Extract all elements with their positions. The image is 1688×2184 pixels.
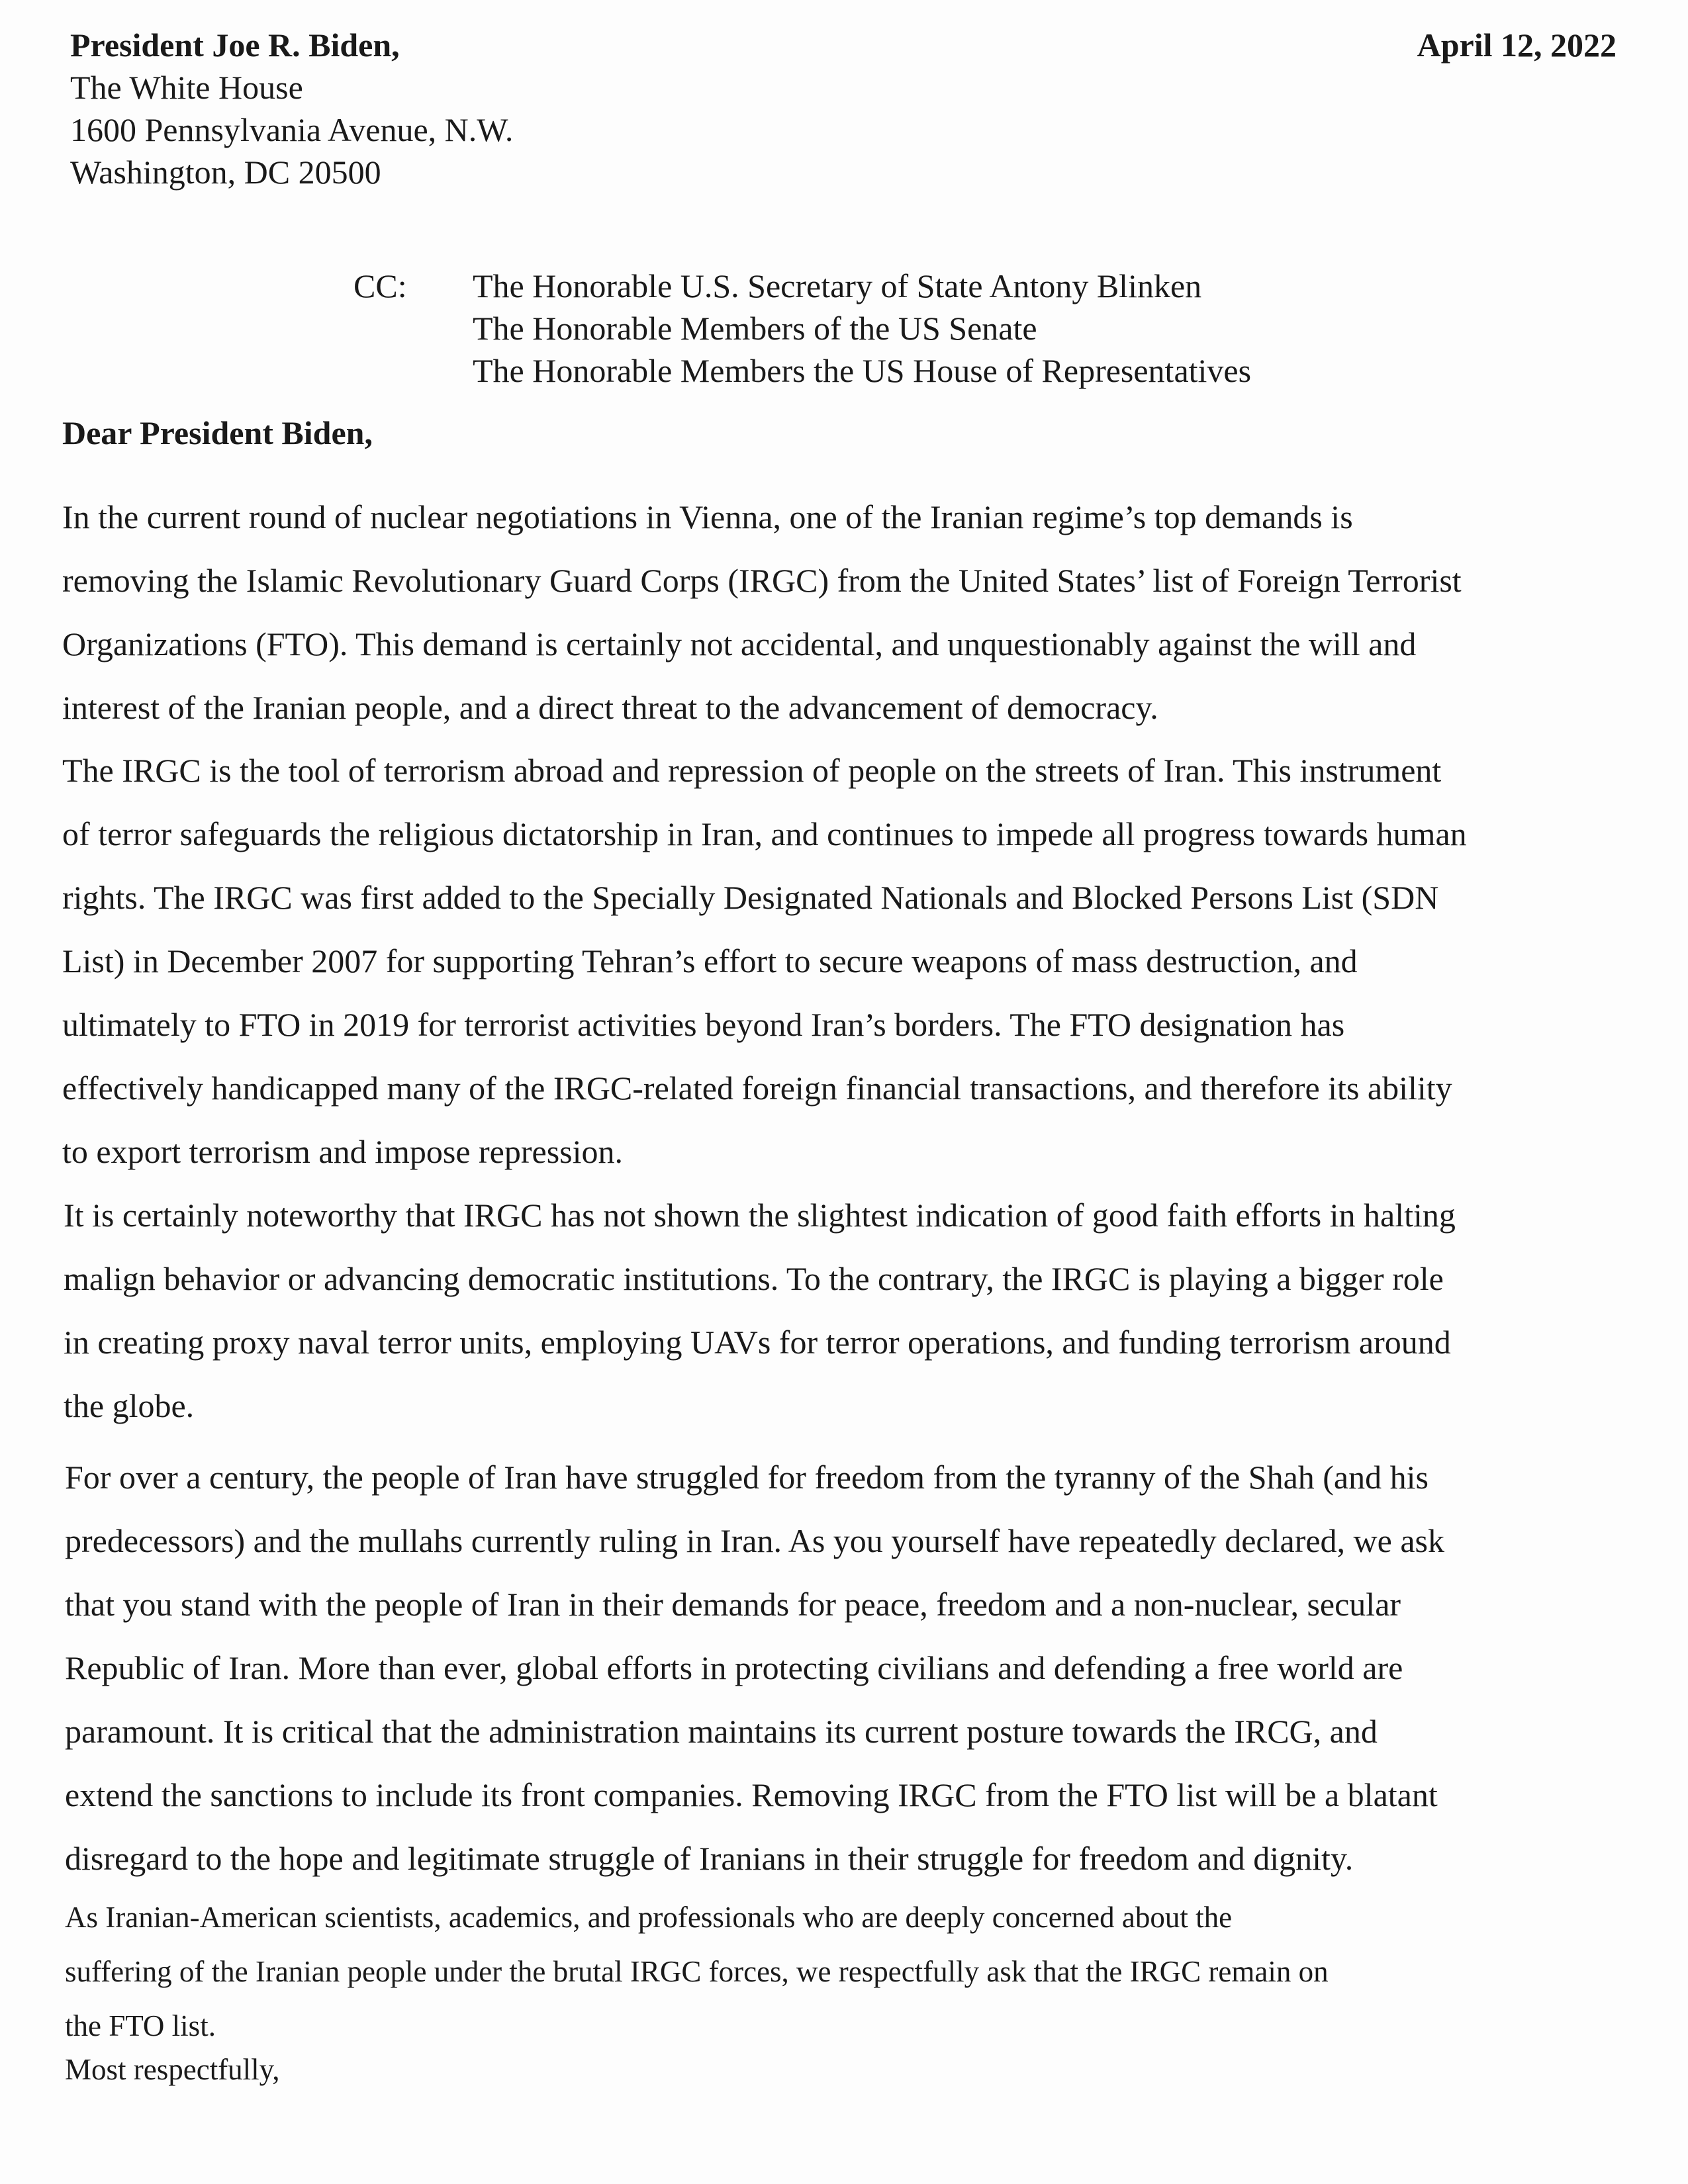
paragraph-line: effectively handicapped many of the IRGC-related foreign financial transactions, and therefore its ability xyxy=(62,1069,1452,1107)
paragraph-line: extend the sanctions to include its front companies. Removing IRGC from the FTO list will be a blatant xyxy=(65,1776,1438,1813)
address-line: Washington, DC 20500 xyxy=(70,154,381,191)
paragraph-line: paramount. It is critical that the administration maintains its current posture towards the IRCG, and xyxy=(65,1713,1378,1750)
paragraph-line: In the current round of nuclear negotiations in Vienna, one of the Iranian regime’s top demands is xyxy=(62,498,1353,535)
body-paragraph-2 xyxy=(62,739,1467,1183)
paragraph-line: The IRGC is the tool of terrorism abroad and repression of people on the streets of Iran. This instrument xyxy=(62,752,1442,789)
cc-recipient: The Honorable Members the US House of Representatives xyxy=(473,352,1252,389)
paragraph-line: Organizations (FTO). This demand is certainly not accidental, and unquestionably against the will and xyxy=(62,625,1417,662)
letter-date: April 12, 2022 xyxy=(1417,26,1617,64)
cc-recipient: The Honorable U.S. Secretary of State Antony Blinken xyxy=(473,267,1202,304)
paragraph-line: Republic of Iran. More than ever, global efforts in protecting civilians and defending a free world are xyxy=(65,1649,1403,1686)
paragraph-line: of terror safeguards the religious dictatorship in Iran, and continues to impede all progress towards human xyxy=(62,815,1467,852)
paragraph-line: disregard to the hope and legitimate struggle of Iranians in their struggle for freedom and dignity. xyxy=(65,1840,1354,1877)
paragraph-line: rights. The IRGC was first added to the Specially Designated Nationals and Blocked Persons List (SDN xyxy=(62,879,1439,916)
body-paragraph-4 xyxy=(65,1445,1444,1890)
paragraph-line: As Iranian-American scientists, academics, and professionals who are deeply concerned about the xyxy=(65,1901,1233,1934)
address-line: The White House xyxy=(70,69,303,106)
paragraph-line: It is certainly noteworthy that IRGC has not shown the slightest indication of good faith efforts in halting xyxy=(64,1197,1456,1234)
cc-recipient-list xyxy=(473,265,1251,392)
recipient-name: President Joe R. Biden, xyxy=(70,26,400,64)
paragraph-line: suffering of the Iranian people under the brutal IRGC forces, we respectfully ask that the IRGC remain on xyxy=(65,1955,1329,1988)
paragraph-line: ultimately to FTO in 2019 for terrorist activities beyond Iran’s borders. The FTO designation has xyxy=(62,1006,1345,1043)
paragraph-line: to export terrorism and impose repression. xyxy=(62,1133,624,1170)
recipient-address-block xyxy=(70,24,513,193)
paragraph-line: the globe. xyxy=(64,1387,195,1424)
cc-recipient: The Honorable Members of the US Senate xyxy=(473,310,1037,347)
paragraph-line: in creating proxy naval terror units, employing UAVs for terror operations, and funding terrorism around xyxy=(64,1324,1451,1361)
salutation: Dear President Biden, xyxy=(62,414,373,451)
paragraph-line: removing the Islamic Revolutionary Guard Corps (IRGC) from the United States’ list of Foreign Terrorist xyxy=(62,562,1462,599)
cc-label: CC: xyxy=(353,267,407,304)
closing: Most respectfully, xyxy=(65,2053,280,2086)
paragraph-line: the FTO list. xyxy=(65,2009,216,2042)
paragraph-line: interest of the Iranian people, and a direct threat to the advancement of democracy. xyxy=(62,689,1158,726)
body-paragraph-5 xyxy=(65,1890,1329,2053)
paragraph-line: malign behavior or advancing democratic institutions. To the contrary, the IRGC is playing a bigger role xyxy=(64,1260,1444,1297)
paragraph-line: For over a century, the people of Iran have struggled for freedom from the tyranny of the Shah (and his xyxy=(65,1459,1429,1496)
address-line: 1600 Pennsylvania Avenue, N.W. xyxy=(70,111,514,148)
paragraph-line: List) in December 2007 for supporting Tehran’s effort to secure weapons of mass destruction, and xyxy=(62,942,1358,979)
body-paragraph-1 xyxy=(62,485,1462,739)
body-paragraph-3 xyxy=(64,1183,1456,1437)
paragraph-line: that you stand with the people of Iran in their demands for peace, freedom and a non-nuclear, secular xyxy=(65,1586,1401,1623)
paragraph-line: predecessors) and the mullahs currently ruling in Iran. As you yourself have repeatedly declared, we ask xyxy=(65,1522,1444,1559)
